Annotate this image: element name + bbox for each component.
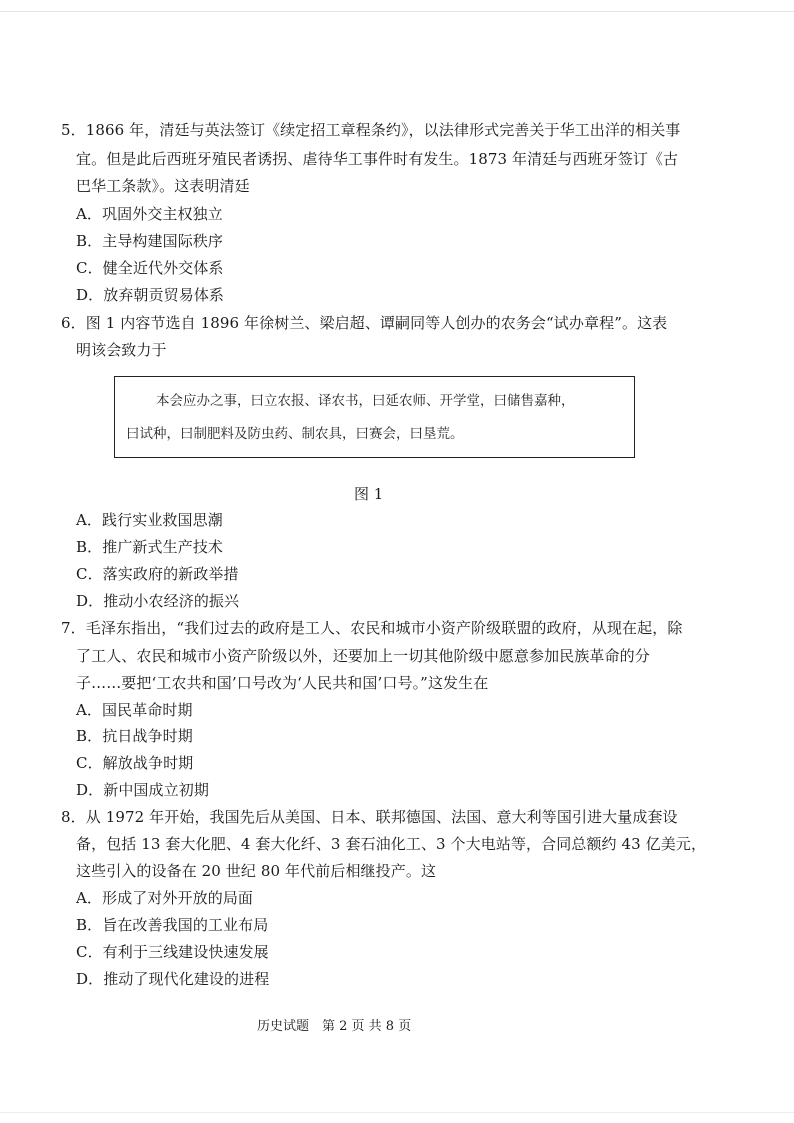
q5-option-b: B．主导构建国际秩序	[76, 232, 224, 250]
figure-1-quote-box	[114, 376, 635, 458]
q8-stem-line-2: 备，包括 13 套大化肥、4 套大化纤、3 套石油化工、3 个大电站等，合同总额约 43 亿美元，	[76, 835, 707, 853]
q8-option-b: B．旨在改善我国的工业布局	[76, 916, 269, 934]
q8-stem-line-3: 这些引入的设备在 20 世纪 80 年代前后相继投产。这	[76, 862, 437, 880]
bottom-edge-divider	[0, 1112, 794, 1113]
q5-stem-line-2: 宜。但是此后西班牙殖民者诱拐、虐待华工事件时有发生。1873 年清廷与西班牙签订《古	[76, 150, 679, 168]
q5-option-d: D．放弃朝贡贸易体系	[76, 286, 225, 304]
q6-stem-line-1: 6．图 1 内容节选自 1896 年徐树兰、梁启超、谭嗣同等人创办的农务会“试办章程”。这表	[61, 314, 668, 332]
q7-stem-line-1: 7．毛泽东指出，“我们过去的政府是工人、农民和城市小资产阶级联盟的政府，从现在起，除	[61, 619, 683, 637]
q5-stem-line-1: 5．1866 年，清廷与英法签订《续定招工章程条约》，以法律形式完善关于华工出洋的相关事	[61, 121, 681, 139]
q6-option-a: A．践行实业救国思潮	[76, 511, 223, 529]
q5-stem-line-3: 巴华工条款》。这表明清廷	[76, 177, 250, 195]
q6-stem-line-2: 明该会致力于	[76, 341, 167, 359]
q6-option-d: D．推动小农经济的振兴	[76, 592, 240, 610]
q8-option-c: C．有利于三线建设快速发展	[76, 943, 269, 961]
q6-option-c: C．落实政府的新政举措	[76, 565, 239, 583]
q7-option-b: B．抗日战争时期	[76, 727, 193, 745]
q7-option-d: D．新中国成立初期	[76, 781, 209, 799]
top-edge-divider	[0, 11, 794, 12]
q8-option-a: A．形成了对外开放的局面	[76, 889, 254, 907]
q7-stem-line-2: 了工人、农民和城市小资产阶级以外，还要加上一切其他阶级中愿意参加民族革命的分	[76, 647, 650, 665]
q7-option-c: C．解放战争时期	[76, 754, 194, 772]
figure-1-caption: 图 1	[354, 485, 384, 503]
figure-1-text-line-2: 曰试种，曰制肥料及防虫药、制农具，曰赛会，曰垦荒。	[126, 426, 464, 442]
figure-1-text-line-1: 本会应办之事，曰立农报、译农书，曰延农师、开学堂，曰储售嘉种，	[156, 393, 575, 409]
q5-option-c: C．健全近代外交体系	[76, 259, 224, 277]
q6-option-b: B．推广新式生产技术	[76, 538, 224, 556]
q8-option-d: D．推动了现代化建设的进程	[76, 970, 270, 988]
q8-stem-line-1: 8．从 1972 年开始，我国先后从美国、日本、联邦德国、法国、意大利等国引进大量成套设	[61, 808, 678, 826]
page-footer: 历史试题 第 2 页 共 8 页	[257, 1019, 412, 1034]
q7-option-a: A．国民革命时期	[76, 701, 193, 719]
q5-option-a: A．巩固外交主权独立	[76, 205, 223, 223]
q7-stem-line-3: 子……要把‘工农共和国’口号改为‘人民共和国’口号。”这发生在	[76, 674, 489, 692]
